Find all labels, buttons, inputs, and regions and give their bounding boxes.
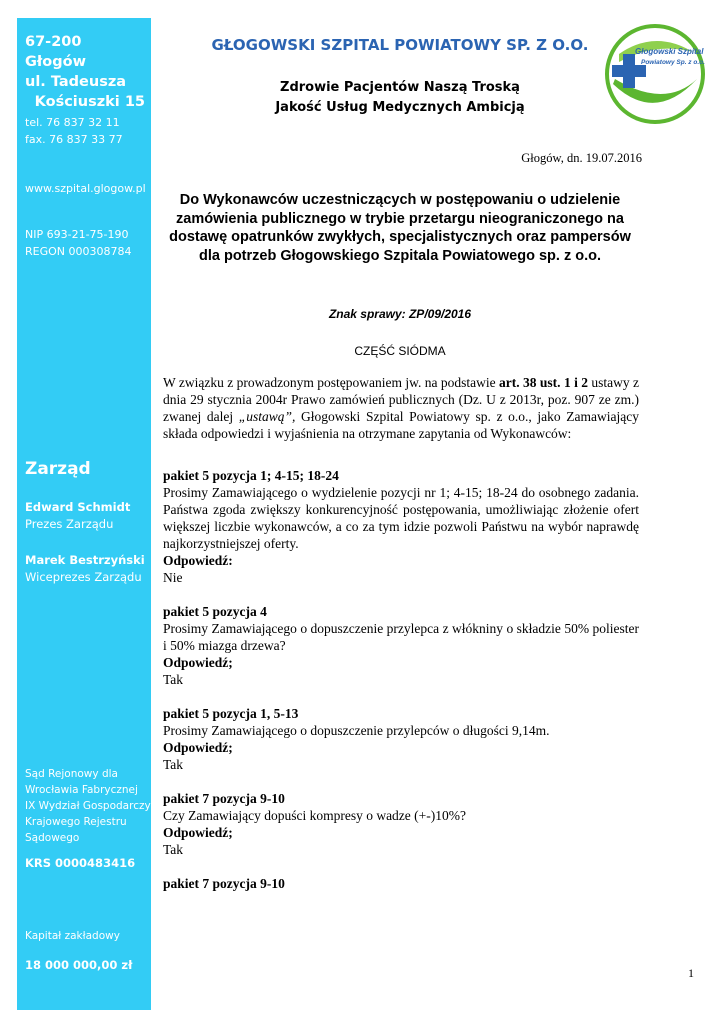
qa-heading: pakiet 5 pozycja 1, 5-13 (163, 706, 299, 721)
qa-heading: pakiet 5 pozycja 1; 4-15; 18-24 (163, 468, 339, 483)
qa-answer-label: Odpowiedź; (163, 655, 233, 670)
qa-item (163, 790, 639, 858)
part-label: CZĘŚĆ SIÓDMA (354, 344, 446, 358)
qa-answer: Tak (163, 672, 184, 687)
court-line: Krajowego Rejestru (25, 816, 127, 828)
qa-item (163, 875, 639, 892)
hospital-logo (605, 24, 705, 124)
board-member-role: Prezes Zarządu (25, 517, 114, 531)
capital-value: 18 000 000,00 zł (25, 958, 133, 972)
qa-answer: Tak (163, 842, 184, 857)
court-line: IX Wydział Gospodarczy (25, 800, 151, 812)
intro-quote: „ustawą”, (238, 409, 296, 424)
qa-question: Prosimy Zamawiającego o wydzielenie pozycji nr 1; 4-15; 18-24 do osobnego zadania. Państwa zgoda zwiększy konkurencyjność postępowania, umożliwiając złożenie ofert większej liczbie wykonawców, a co za tym idzie pozwoli Państwu na wybór naprawdę najkorzystniejszej oferty. (163, 485, 639, 551)
intro-text: ustawy z dnia 29 stycznia 2004r Prawo zamówień publicznych (Dz. U z 2013r, poz. 907 ze zm.) zwanej dalej (163, 375, 640, 424)
qa-answer-label: Odpowiedź; (163, 825, 233, 840)
court-line: Sądowego (25, 832, 80, 844)
hospital-title: GŁOGOWSKI SZPITAL POWIATOWY SP. Z O.O. (211, 36, 589, 54)
qa-item (163, 467, 639, 586)
fax: fax. 76 837 33 77 (25, 133, 123, 146)
krs-number: KRS 0000483416 (25, 856, 136, 870)
motto-line-2: Jakość Usług Medycznych Ambicją (275, 100, 525, 115)
tax-ids (25, 226, 132, 260)
nip: NIP 693-21-75-190 (25, 228, 129, 241)
letter-body (163, 374, 639, 909)
sidebar-address (25, 32, 145, 112)
hospital-logo-icon (605, 24, 705, 124)
qa-heading: pakiet 7 pozycja 9-10 (163, 876, 285, 891)
qa-item (163, 603, 639, 688)
qa-question: Prosimy Zamawiającego o dopuszczenie przylepca z włókniny o składzie 50% poliester i 50% miazga drzewa? (163, 621, 639, 653)
address-line: ul. Tadeusza (25, 74, 127, 90)
capital-label: Kapitał zakładowy (25, 930, 120, 942)
page-number: 1 (688, 966, 694, 980)
qa-heading: pakiet 7 pozycja 9-10 (163, 791, 285, 806)
board-heading: Zarząd (25, 459, 91, 479)
board-member-role: Wiceprezes Zarządu (25, 570, 142, 584)
board-member-name: Edward Schmidt (25, 500, 131, 514)
regon: REGON 000308784 (25, 245, 132, 258)
court-line: Wrocławia Fabrycznej (25, 784, 138, 796)
qa-answer-label: Odpowiedź; (163, 740, 233, 755)
contact-phone-fax (25, 114, 123, 148)
letter-subject: Do Wykonawców uczestniczących w postępowaniu o udzielenie zamówienia publicznego w trybie przetargu nieograniczonego na dostawę opatrunków zwykłych, specjalistycznych oraz pampersów dla potrzeb Głogowskiego Szpitala Powiatowego sp. z o.o. (169, 192, 631, 264)
sidebar (17, 18, 151, 1010)
intro-paragraph (163, 374, 639, 442)
qa-question: Czy Zamawiający dopuści kompresy o wadze (+-)10%? (163, 808, 467, 823)
intro-text: Głogowski Szpital Powiatowy sp. z o.o., jako Zamawiający składa odpowiedzi i wyjaśnienia na otrzymane zapytania od Wykonawców: (163, 409, 639, 441)
case-reference: Znak sprawy: ZP/09/2016 (328, 307, 472, 321)
logo-text-2: Powiatowy Sp. z o.o. (641, 59, 705, 66)
motto-line-1: Zdrowie Pacjentów Naszą Troską (280, 80, 520, 95)
qa-question: Prosimy Zamawiającego o dopuszczenie przylepców o długości 9,14m. (163, 723, 550, 738)
board-member (25, 552, 145, 586)
board-member (25, 499, 130, 533)
letter-date: Głogów, dn. 19.07.2016 (521, 151, 642, 165)
phone: tel. 76 837 32 11 (25, 116, 120, 129)
qa-answer: Nie (163, 570, 183, 585)
court-registry (25, 766, 151, 846)
qa-answer: Tak (163, 757, 184, 772)
board-member-name: Marek Bestrzyński (25, 553, 145, 567)
qa-answer-label: Odpowiedź: (163, 553, 233, 568)
intro-article: art. 38 ust. 1 i 2 (499, 375, 588, 390)
qa-heading: pakiet 5 pozycja 4 (163, 604, 267, 619)
qa-item (163, 705, 639, 773)
address-line: 67-200 Głogów (25, 34, 86, 70)
address-line: Kościuszki 15 (34, 94, 145, 110)
logo-text-1: Głogowski Szpital (635, 47, 704, 56)
intro-text: W związku z prowadzonym postępowaniem jw. na podstawie (163, 375, 500, 390)
court-line: Sąd Rejonowy dla (25, 768, 118, 780)
hospital-motto (160, 78, 640, 118)
website-link[interactable]: www.szpital.glogow.pl (25, 182, 146, 195)
